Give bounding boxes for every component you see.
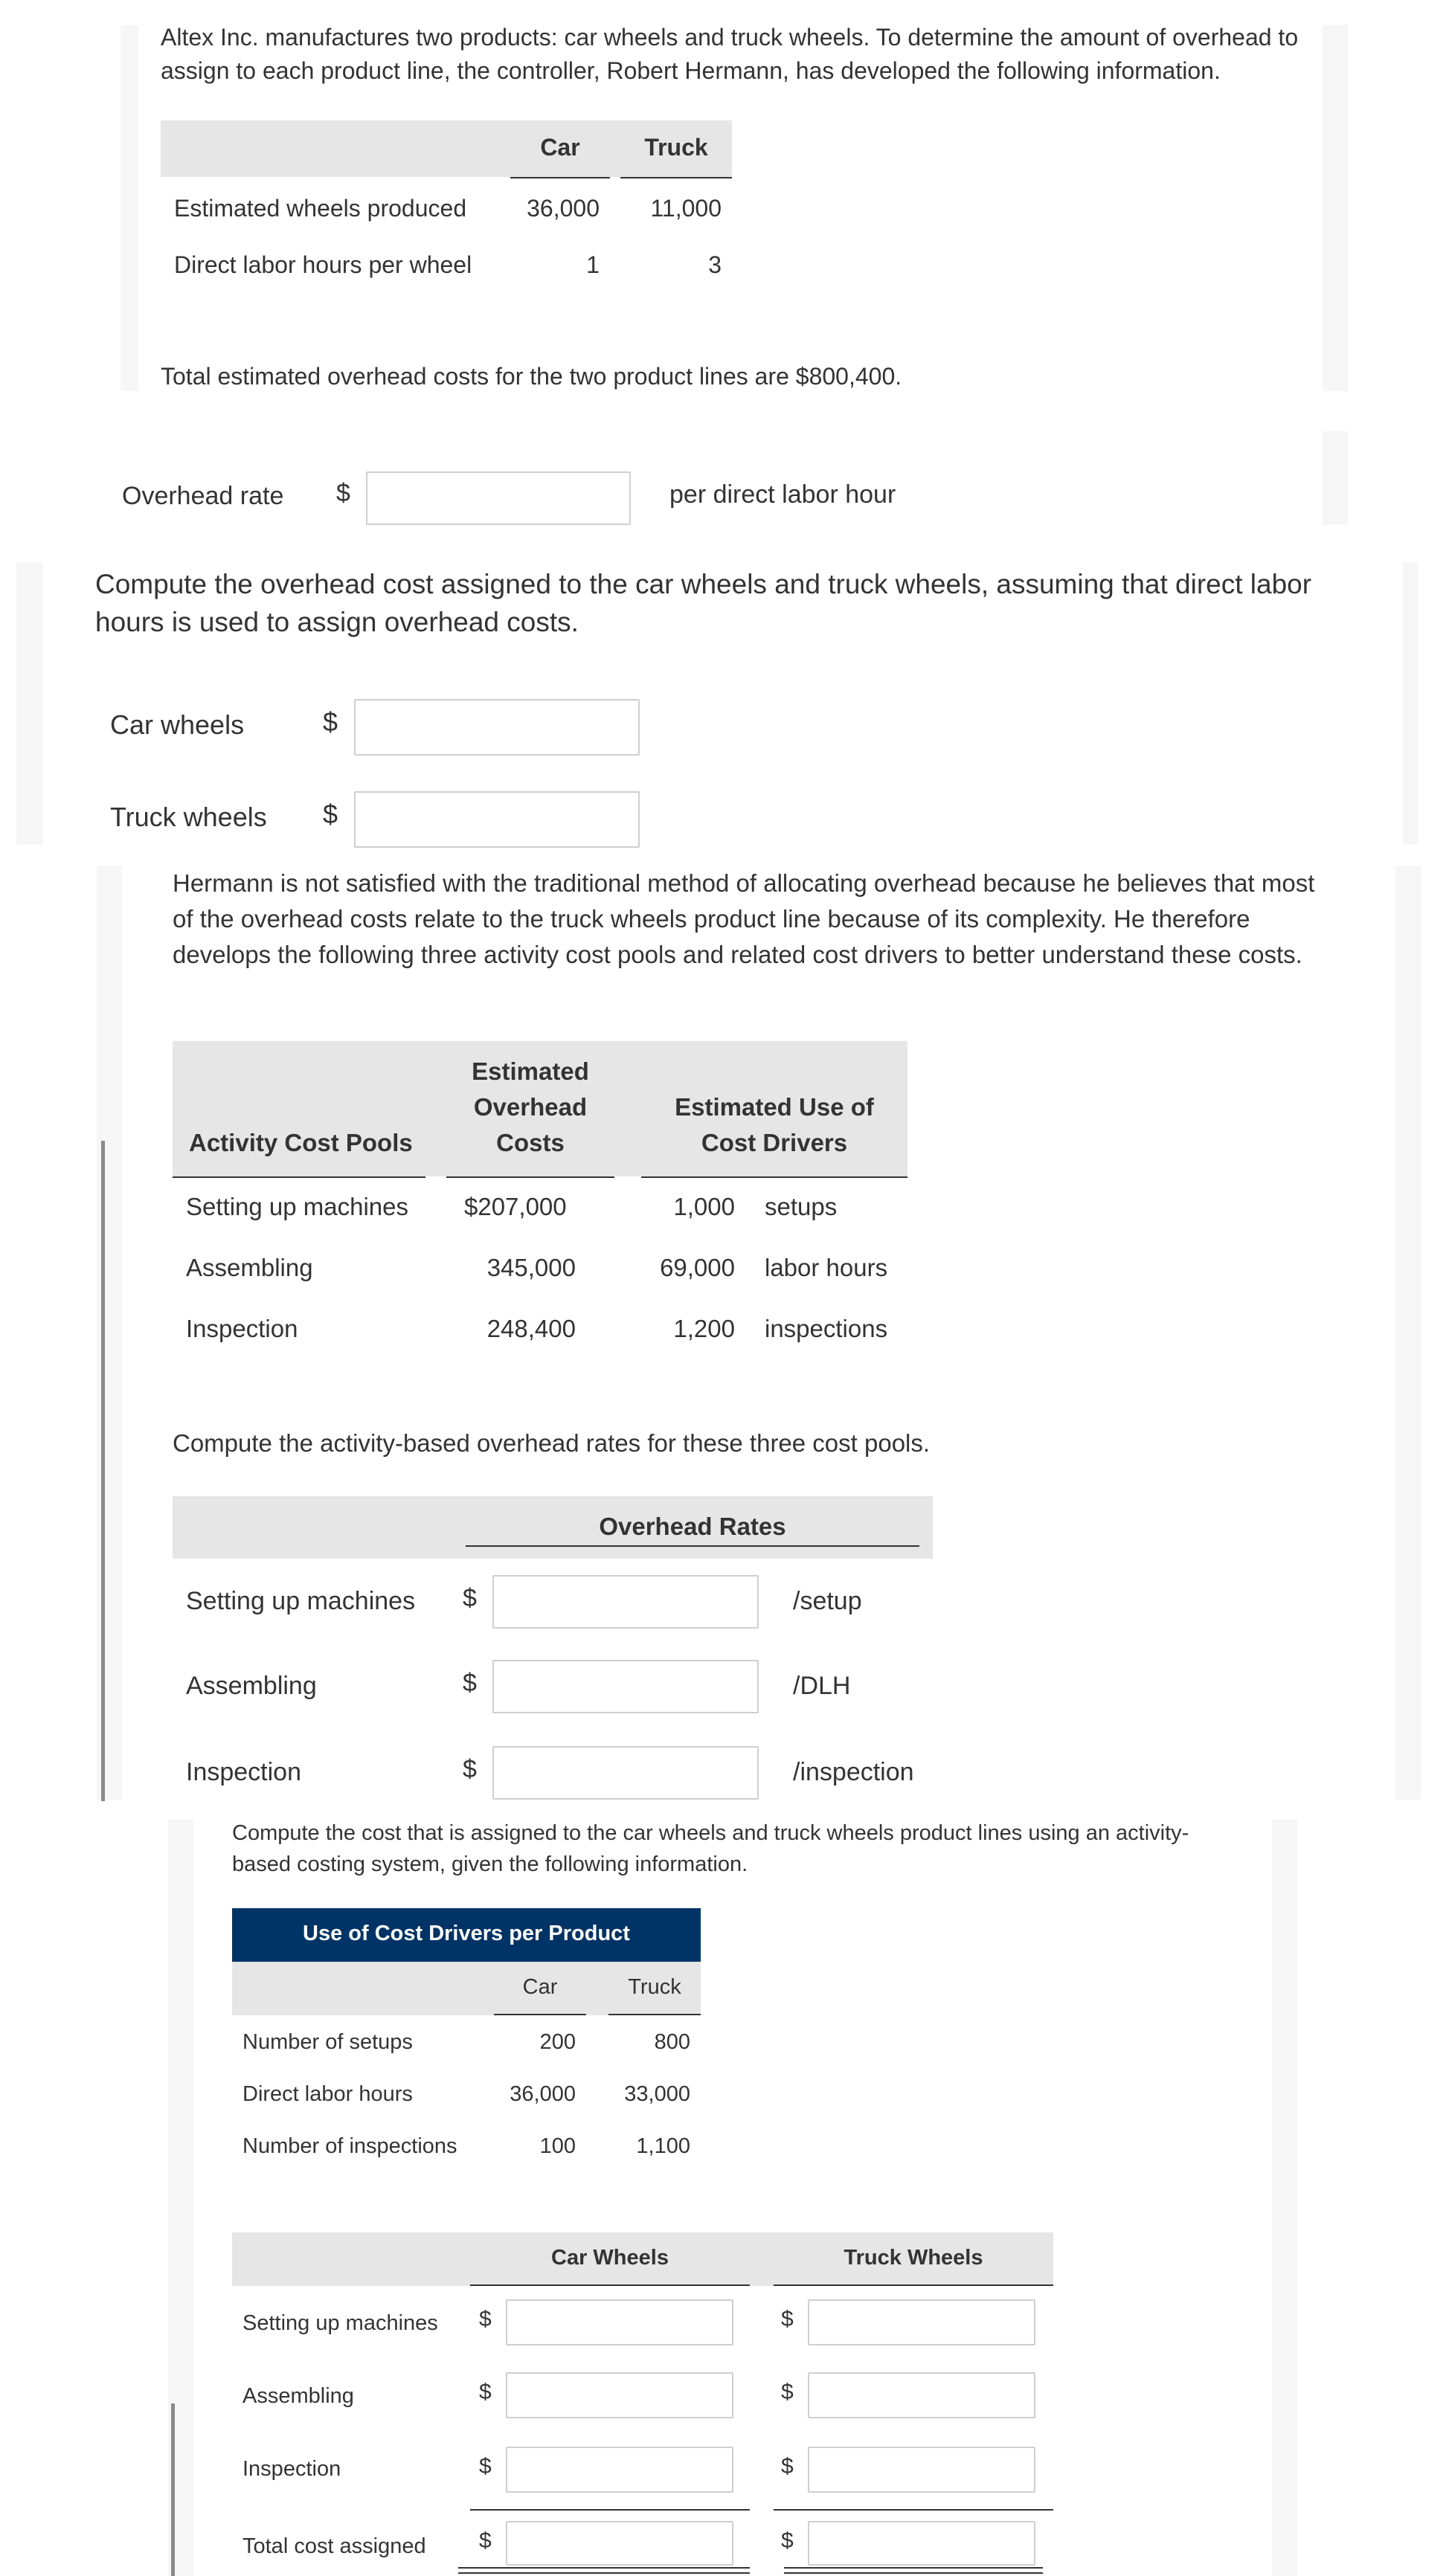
truck-inspection-cost-input[interactable] <box>808 2447 1035 2493</box>
currency-symbol: $ <box>479 2380 492 2404</box>
divider <box>173 1176 425 1178</box>
car-setup-cost-input[interactable] <box>506 2299 733 2345</box>
currency-symbol: $ <box>781 2528 794 2553</box>
col-est-costs-1: Estimated <box>472 1057 589 1085</box>
divider <box>494 2014 586 2015</box>
intro-row-label: Estimated wheels produced <box>174 195 467 222</box>
overhead-rate-input[interactable] <box>366 471 631 525</box>
divider <box>470 2284 750 2286</box>
panel-edge <box>1323 25 1348 391</box>
truck-assembling-cost-input[interactable] <box>808 2372 1035 2418</box>
answer-row-label: Inspection <box>242 2457 341 2481</box>
divider <box>641 1176 907 1178</box>
divider <box>608 2014 701 2015</box>
currency-symbol: $ <box>781 2307 794 2331</box>
activity-unit: setups <box>765 1193 838 1220</box>
activity-unit: inspections <box>765 1315 888 1342</box>
col-car-wheels: Car Wheels <box>551 2246 669 2270</box>
cost-drivers-col-truck: Truck <box>628 1975 681 1999</box>
intro-row-car: 1 <box>586 251 600 278</box>
answer-row-label: Setting up machines <box>242 2311 438 2335</box>
divider <box>470 2509 750 2511</box>
part-b-question: Compute the overhead cost assigned to the car wheels and truck wheels, assuming that direct labor hours is used to assign overhead costs. <box>95 569 1312 638</box>
overhead-rate-label: Overhead rate <box>122 482 284 510</box>
driver-truck: 800 <box>654 2030 690 2054</box>
overhead-rate-unit: per direct labor hour <box>669 480 896 509</box>
part-d-question: Compute the cost that is assigned to the car wheels and truck wheels product lines using an activity-based costing system, given the following information. <box>232 1821 1189 1877</box>
part-c-question: Compute the activity-based overhead rates for these three cost pools. <box>173 1429 931 1457</box>
setup-rate-input[interactable] <box>492 1575 759 1629</box>
panel-edge <box>1395 866 1421 1800</box>
col-drivers-2: Cost Drivers <box>701 1129 848 1156</box>
col-truck-wheels: Truck Wheels <box>844 2246 983 2270</box>
currency-symbol: $ <box>781 2454 794 2479</box>
scroll-indicator <box>101 1141 105 1801</box>
divider <box>466 1545 919 1547</box>
truck-total-cost-input[interactable] <box>808 2521 1035 2566</box>
intro-text: Altex Inc. manufactures two products: car wheels and truck wheels. To determine the amount of overhead to assign to each product line, the controller, Robert Hermann, has developed the following information. <box>161 24 1299 85</box>
col-drivers-1: Estimated Use of <box>675 1093 874 1121</box>
cost-drivers-col-car: Car <box>522 1975 558 1999</box>
activity-pool: Setting up machines <box>186 1193 409 1220</box>
currency-symbol: $ <box>323 799 338 829</box>
scroll-indicator <box>171 2403 175 2576</box>
intro-row-car: 36,000 <box>527 195 600 222</box>
intro-col-truck: Truck <box>644 134 708 161</box>
driver-car: 200 <box>539 2030 576 2054</box>
answer-row-label: Assembling <box>242 2384 354 2408</box>
truck-wheels-label: Truck wheels <box>110 802 267 832</box>
activity-qty: 69,000 <box>660 1254 735 1281</box>
driver-car: 36,000 <box>510 2082 576 2106</box>
rate-label: Setting up machines <box>186 1587 416 1615</box>
panel-edge <box>121 25 138 391</box>
overhead-rates-header: Overhead Rates <box>599 1513 786 1540</box>
rate-label: Inspection <box>186 1758 301 1786</box>
currency-symbol: $ <box>781 2380 794 2404</box>
car-total-cost-input[interactable] <box>506 2521 733 2566</box>
panel-edge <box>1403 562 1418 845</box>
inspection-rate-input[interactable] <box>492 1746 759 1800</box>
col-activity-pools: Activity Cost Pools <box>189 1129 413 1156</box>
double-underline <box>784 2567 1043 2574</box>
car-wheels-input[interactable] <box>354 699 640 756</box>
activity-qty: 1,000 <box>673 1193 735 1220</box>
activity-cost: 248,400 <box>486 1315 576 1342</box>
car-wheels-label: Car wheels <box>110 709 245 740</box>
divider <box>446 1176 614 1178</box>
currency-symbol: $ <box>336 479 350 507</box>
driver-label: Number of setups <box>242 2030 413 2054</box>
panel-edge <box>1272 1819 1297 2576</box>
divider <box>620 177 732 178</box>
truck-wheels-input[interactable] <box>354 791 640 848</box>
rate-suffix: /DLH <box>793 1672 851 1700</box>
activity-unit: labor hours <box>765 1254 888 1281</box>
currency-symbol: $ <box>463 1584 477 1612</box>
assembling-rate-input[interactable] <box>492 1660 759 1713</box>
currency-symbol: $ <box>479 2528 492 2553</box>
activity-cost: $207,000 <box>464 1193 567 1220</box>
driver-label: Direct labor hours <box>242 2082 413 2106</box>
activity-qty: 1,200 <box>673 1315 735 1342</box>
currency-symbol: $ <box>479 2454 492 2479</box>
rate-label: Assembling <box>186 1672 317 1700</box>
driver-label: Number of inspections <box>242 2134 457 2158</box>
panel-edge <box>16 562 43 845</box>
divider <box>510 177 610 178</box>
intro-row-truck: 11,000 <box>650 195 722 222</box>
part-c-text: Hermann is not satisfied with the traditional method of allocating overhead because he believes that most of the overhead costs relate to the truck wheels product line because of its complexity. He therefore develops the following three activity cost pools and related cost drivers to better understand these costs. <box>173 869 1315 968</box>
double-underline <box>458 2567 750 2574</box>
intro-row-truck: 3 <box>708 251 722 278</box>
rate-suffix: /inspection <box>793 1758 914 1786</box>
currency-symbol: $ <box>463 1755 477 1783</box>
intro-col-car: Car <box>540 134 580 161</box>
driver-truck: 1,100 <box>636 2134 690 2158</box>
currency-symbol: $ <box>323 706 338 737</box>
cost-drivers-title: Use of Cost Drivers per Product <box>303 1922 630 1945</box>
currency-symbol: $ <box>463 1669 477 1697</box>
rate-suffix: /setup <box>793 1587 862 1615</box>
panel-edge <box>1323 431 1348 525</box>
intro-total-text: Total estimated overhead costs for the two product lines are $800,400. <box>161 363 902 390</box>
driver-car: 100 <box>539 2134 576 2158</box>
col-est-costs-3: Costs <box>496 1129 565 1156</box>
activity-pool: Assembling <box>186 1254 313 1281</box>
truck-setup-cost-input[interactable] <box>808 2299 1035 2345</box>
currency-symbol: $ <box>479 2307 492 2331</box>
car-inspection-cost-input[interactable] <box>506 2447 733 2493</box>
answer-row-label: Total cost assigned <box>242 2534 426 2558</box>
activity-cost: 345,000 <box>486 1254 576 1281</box>
divider <box>774 2284 1053 2286</box>
activity-pool: Inspection <box>186 1315 298 1342</box>
divider <box>774 2509 1053 2511</box>
car-assembling-cost-input[interactable] <box>506 2372 733 2418</box>
driver-truck: 33,000 <box>624 2082 690 2106</box>
intro-row-label: Direct labor hours per wheel <box>174 251 472 278</box>
col-est-costs-2: Overhead <box>473 1093 588 1121</box>
